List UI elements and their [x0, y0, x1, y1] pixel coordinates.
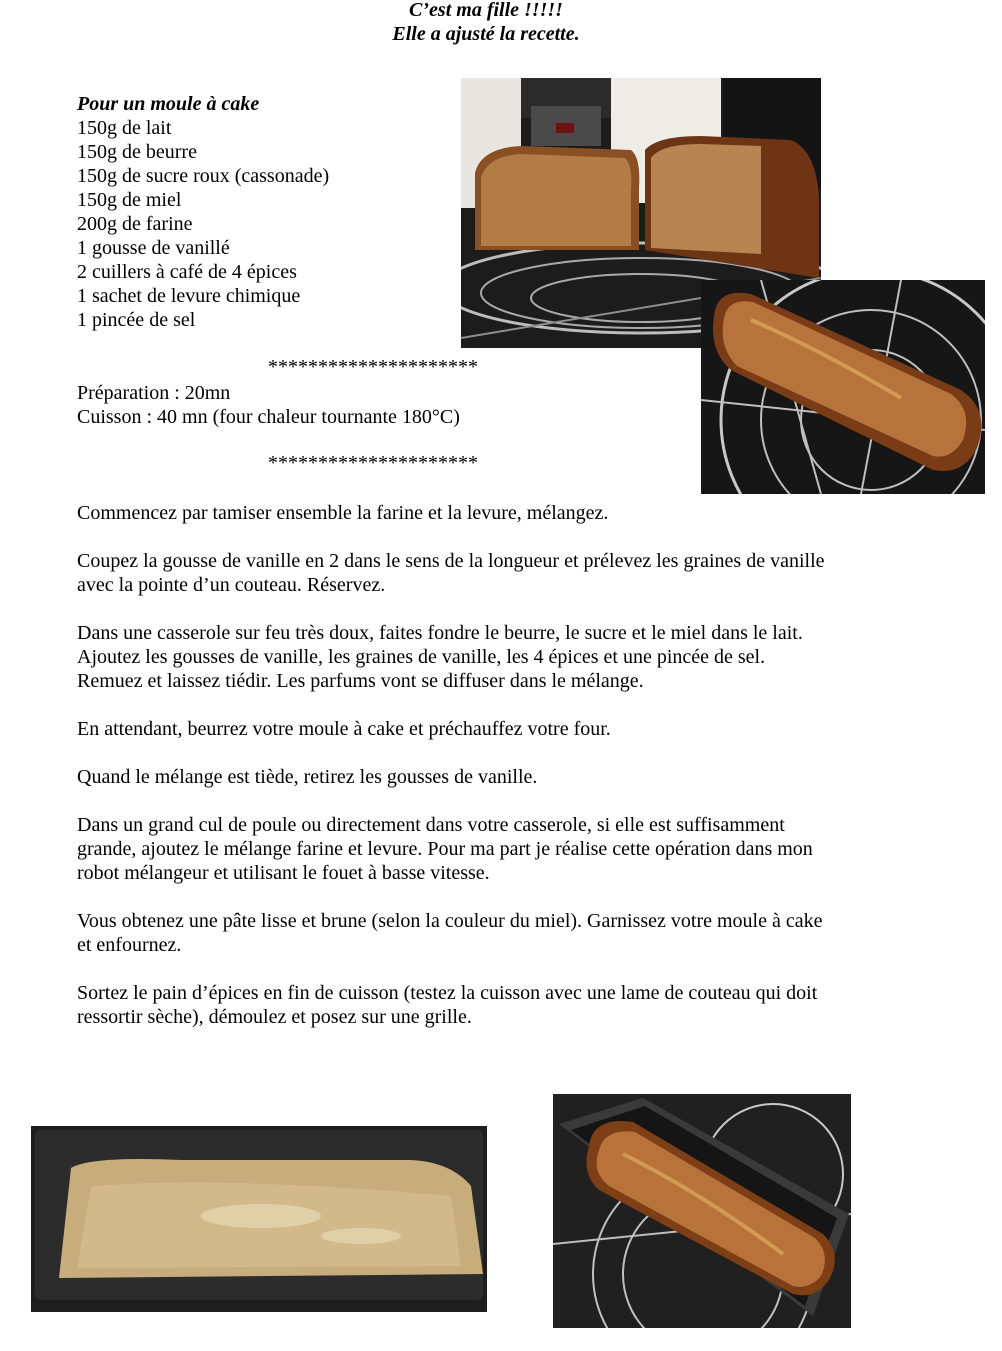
title-line-2: Elle a ajusté la recette.	[392, 23, 580, 45]
step-paragraph: En attendant, beurrez votre moule à cake et préchauffez votre four.	[77, 718, 611, 740]
photo-batter-in-pan	[31, 1126, 487, 1312]
preparation-time: Préparation : 20mn	[77, 382, 231, 404]
cooking-time: Cuisson : 40 mn (four chaleur tournante 180°C)	[77, 406, 460, 428]
photo-loaf-in-pan	[553, 1094, 851, 1328]
step-paragraph: Dans un grand cul de poule ou directement dans votre casserole, si elle est suffisamment grande, ajoutez le mélange farine et levure. Pour ma part je réalise cette opération dans mon robot mélangeur et utilisant le fouet à basse vitesse.	[77, 814, 813, 884]
ingredient-item: 1 sachet de levure chimique	[77, 285, 301, 307]
step-paragraph: Sortez le pain d’épices en fin de cuisson (testez la cuisson avec une lame de couteau qui doit ressortir sèche), démoulez et posez sur une grille.	[77, 982, 818, 1028]
ingredient-item: 1 gousse de vanillé	[77, 237, 230, 259]
separator-top: *********************	[268, 356, 478, 378]
title-line-1: C’est ma fille !!!!!	[409, 0, 563, 21]
recipe-steps	[77, 501, 917, 1053]
photo-whole-loaf	[701, 280, 985, 494]
ingredient-item: 200g de farine	[77, 213, 193, 235]
step-paragraph: Commencez par tamiser ensemble la farine et la levure, mélangez.	[77, 502, 609, 524]
ingredient-item: 150g de sucre roux (cassonade)	[77, 165, 330, 187]
step-paragraph: Vous obtenez une pâte lisse et brune (selon la couleur du miel). Garnissez votre moule à cake et enfournez.	[77, 910, 823, 956]
ingredient-item: 150g de beurre	[77, 141, 197, 163]
ingredient-item: 150g de miel	[77, 189, 182, 211]
ingredients-list	[77, 92, 329, 332]
ingredient-item: 150g de lait	[77, 117, 172, 139]
step-paragraph: Quand le mélange est tiède, retirez les gousses de vanille.	[77, 766, 538, 788]
separator-bottom: *********************	[268, 452, 478, 474]
step-paragraph: Coupez la gousse de vanille en 2 dans le sens de la longueur et prélevez les graines de vanille avec la pointe d’un couteau. Réservez.	[77, 550, 825, 596]
ingredients-heading: Pour un moule à cake	[77, 93, 260, 115]
ingredient-item: 1 pincée de sel	[77, 309, 196, 331]
step-paragraph: Dans une casserole sur feu très doux, faites fondre le beurre, le sucre et le miel dans le lait. Ajoutez les gousses de vanille, les graines de vanille, les 4 épices et une pincée de sel. Remuez et laissez tiédir. Les parfums vont se diffuser dans le mélange.	[77, 622, 803, 692]
ingredient-item: 2 cuillers à café de 4 épices	[77, 261, 297, 283]
